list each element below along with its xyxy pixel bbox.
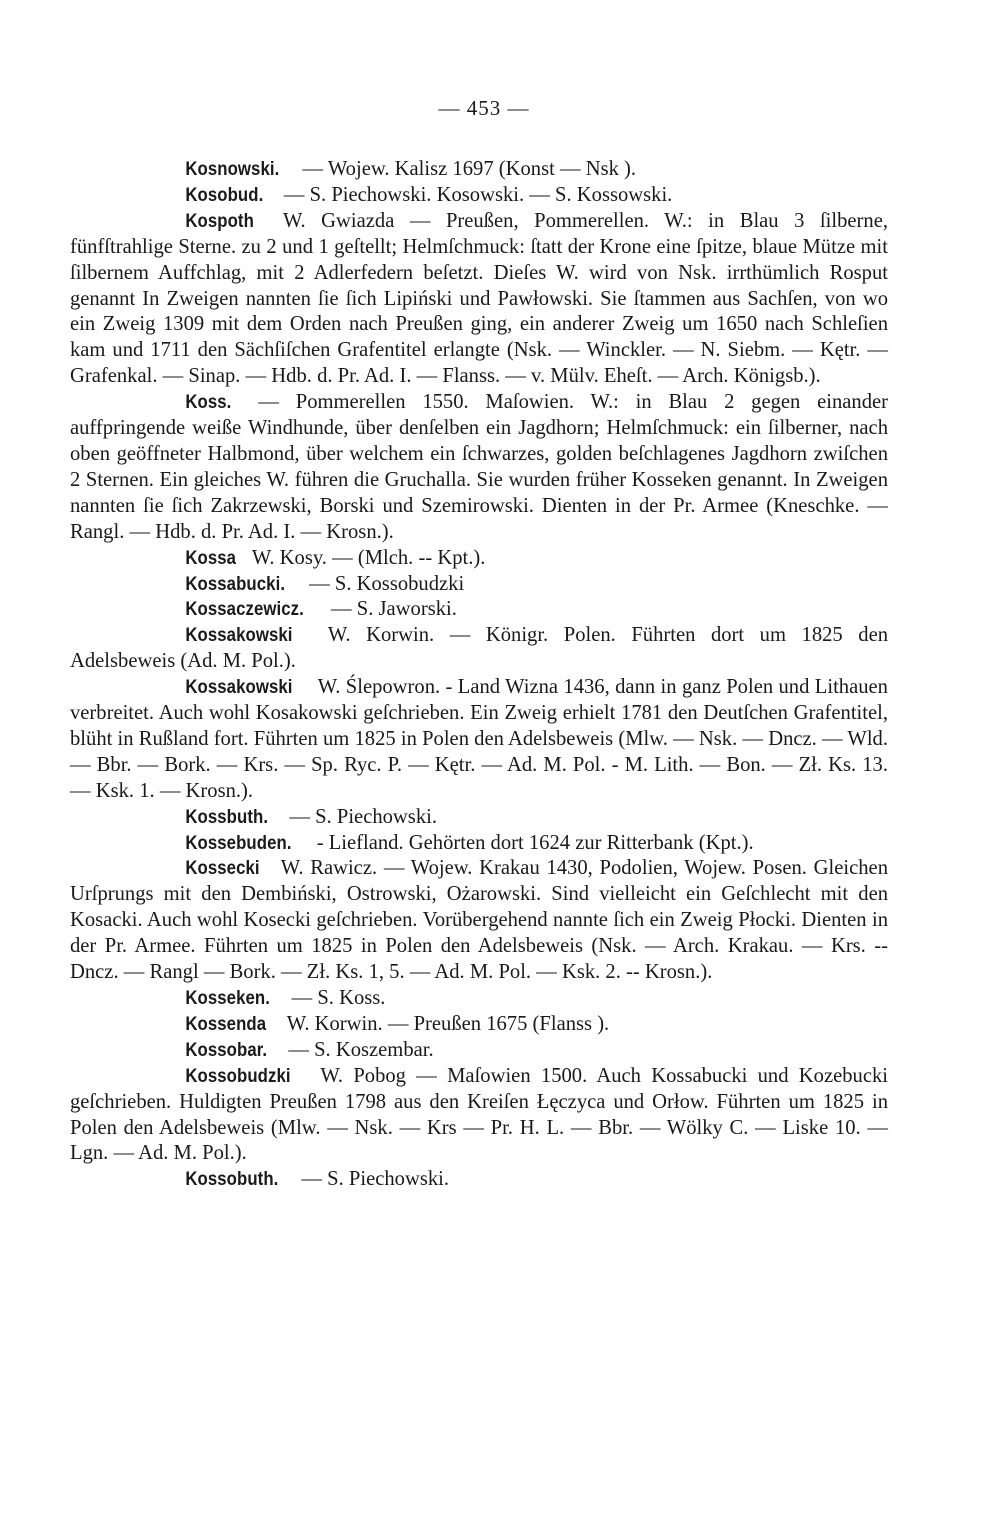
entry-text: W. Pobog — Maſowien 1500. Auch Kossabucki und Kozebucki geſchrieben. Huldigten Preußen 1798 aus den Kreiſen Łęczyca und Orłow. Führten um 1825 in Polen den Adelsbeweis (Mlw. — Nsk. — Krs — Pr. H. L. — Bbr. — Wölky C. — Liske 10. — Lgn. — Ad. M. Pol.).	[70, 1064, 888, 1165]
entry-text: W. Kosy. — (Mlch. -- Kpt.).	[251, 546, 486, 569]
entry-headword: Kossabucki.	[185, 572, 286, 595]
entry	[70, 1064, 888, 1168]
entry-list	[70, 157, 888, 1193]
entry-headword: Koss.	[185, 391, 232, 414]
entry	[70, 390, 888, 545]
entry	[70, 546, 888, 572]
entry	[70, 831, 888, 857]
entry-headword: Kosnowski.	[185, 158, 280, 180]
entry-text: — S. Kossobudzki	[309, 572, 465, 595]
entry	[70, 1038, 888, 1064]
entry-headword: Kossakowski	[185, 676, 293, 699]
entry-text: W. Ślepowron. - Land Wizna 1436, dann in ganz Polen und Lithauen verbreitet. Auch wohl Kosakowski geſchrieben. Ein Zweig erhielt 1781 den Deutſchen Grafentitel, blüht in Rußland fort. Führten um 1825 in Polen den Adelsbeweis (Mlw. — Nsk. — Dncz. — Wld. — Bbr. — Bork. — Krs. — Sp. Ryc. P. — Kętr. — Ad. M. Pol. - M. Lith. — Bon. — Zł. Ks. 13. — Ksk. 1. — Krosn.).	[70, 676, 888, 802]
entry-headword: Kossebuden.	[185, 831, 292, 854]
entry	[70, 805, 888, 831]
entry-text: — Wojew. Kalisz 1697 (Konst — Nsk ).	[302, 158, 637, 180]
entry-text: W. Gwiazda — Preußen, Pommerellen. W.: in Blau 3 ſilberne, fünfſtrahlige Sterne. zu 2 und 1 geſtellt; Helmſchmuck: ſtatt der Krone eine ſpitze, blaue Mütze mit ſilbernem Auffchlag, mit 2 Adlerfedern beſetzt. Dieſes W. wird von Nsk. irrthümlich Rosput genannt In Zweigen nannten ſie ſich Lipiński und Pawłowski. Sie ſtammen aus Sachſen, von wo ein Zweig 1309 mit dem Orden nach Preußen ging, ein anderer Zweig um 1650 nach Schleſien kam und 1711 den Sächſiſchen Grafentitel erlangte (Nsk. — Winckler. — N. Siebm. — Kętr. — Grafenkal. — Sinap. — Hdb. d. Pr. Ad. I. — Flanss. — v. Mülv. Eheſt. — Arch. Königsb.).	[70, 209, 888, 388]
entry	[70, 1167, 888, 1193]
entry-text: - Liefland. Gehörten dort 1624 zur Ritterbank (Kpt.).	[316, 831, 754, 854]
entry-headword: Kossenda	[185, 1012, 267, 1035]
entry-headword: Kossa	[185, 546, 237, 569]
entry-headword: Kossobuth.	[185, 1168, 279, 1191]
entry	[70, 157, 888, 183]
entry	[70, 675, 888, 805]
entry-text: — S. Piechowski.	[289, 805, 437, 828]
entry-headword: Kossobar.	[185, 1038, 268, 1061]
entry-headword: Kossbuth.	[185, 805, 269, 828]
entry-text: — S. Piechowski.	[301, 1168, 450, 1191]
entry	[70, 1012, 888, 1038]
entry-headword: Kosseken.	[185, 987, 270, 1009]
entry	[70, 183, 888, 209]
entry-headword: Kossobudzki	[185, 1064, 291, 1087]
entry-headword: Kossecki	[185, 857, 260, 880]
entry	[70, 856, 888, 986]
entry-text: — S. Jaworski.	[331, 598, 457, 621]
entry	[70, 572, 888, 598]
entry-headword: Kospoth	[185, 209, 254, 232]
entry-headword: Kosobud.	[185, 183, 264, 206]
entry-text: W. Rawicz. — Wojew. Krakau 1430, Podolien, Wojew. Posen. Gleichen Urſprungs mit den Dembiński, Ostrowski, Ożarowski. Sind vielleicht ein Geſchlecht mit den Kosacki. Auch wohl Kosecki geſchrieben. Vorübergehend nannte ſich ein Zweig Płocki. Dienten in der Pr. Armee. Führten um 1825 in Polen den Adelsbeweis (Nsk. — Arch. Krakau. — Krs. -- Dncz. — Rangl — Bork. — Zł. Ks. 1, 5. — Ad. M. Pol. — Ksk. 2. -- Krosn.).	[70, 857, 888, 984]
entry-headword: Kossaczewicz.	[185, 598, 304, 621]
entry-headword: Kossakowski	[185, 624, 293, 647]
entry-text: — S. Koszembar.	[288, 1038, 434, 1061]
entry	[70, 986, 888, 1012]
entry	[70, 623, 888, 675]
entry-text: — S. Piechowski. Kosowski. — S. Kossowski.	[283, 183, 673, 206]
entry-text: — S. Koss.	[291, 987, 386, 1009]
entry-text: — Pommerellen 1550. Maſowien. W.: in Blau 2 gegen einander auffpringende weiße Windhunde, über denſelben ein Jagdhorn; Helmſchmuck: ein ſilberner, nach oben geöffneter Halbmond, über welchem ein ſchwarzes, golden beſchlagenes Jagdhorn zwiſchen 2 Sternen. Ein gleiches W. führen die Gruchalla. Sie wurden früher Kosseken genannt. In Zweigen nannten ſie ſich Zakrzewski, Borski und Szemirowski. Dienten in der Pr. Armee (Kneschke. — Rangl. — Hdb. d. Pr. Ad. I. — Krosn.).	[70, 391, 888, 543]
entry	[70, 597, 888, 623]
page-number: — 453 —	[438, 96, 530, 120]
entry-text: W. Korwin. — Königr. Polen. Führten dort um 1825 den Adelsbeweis (Ad. M. Pol.).	[70, 624, 889, 673]
entry-text: W. Korwin. — Preußen 1675 (Flanss ).	[286, 1012, 610, 1035]
entry	[70, 209, 888, 390]
